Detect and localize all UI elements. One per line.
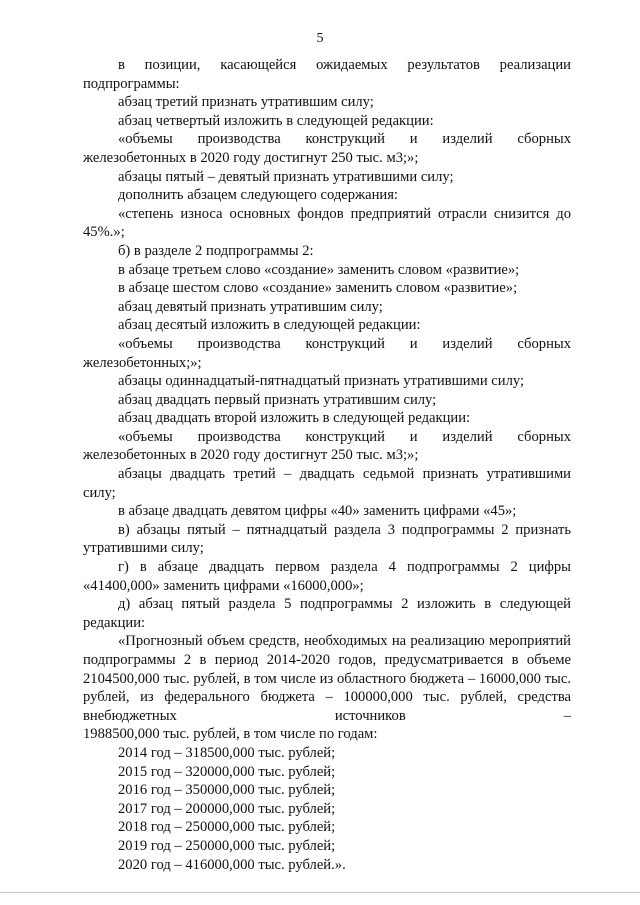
quoted-paragraph: «Прогнозный объем средств, необходимых на реализацию мероприятий подпрограммы 2 в период 2014-2020 годов, предусматривается в объеме 2104500,000 тыс. рублей, в том числе из областного бюджета – 16000,000 тыс. рублей, из федерального бюджета – 100000,000 тыс. рублей, средства внебюджетных источников – xyxy=(83,633,571,724)
page-number: 5 xyxy=(316,31,324,46)
section-item: г) в абзаце двадцать первом раздела 4 подпрограммы 2 цифры «41400,000» заменить цифрами «16000,000»; xyxy=(83,559,571,594)
section-item: в) абзацы пятый – пятнадцатый раздела 3 подпрограммы 2 признать утратившими силу; xyxy=(83,521,571,557)
year-line: 2016 год – 350000,000 тыс. рублей; xyxy=(118,782,336,799)
paragraph: абзац двадцать первый признать утратившим силу; xyxy=(118,391,437,408)
page-edge-line xyxy=(0,892,640,893)
paragraph: абзацы пятый – девятый признать утратившими силу; xyxy=(118,168,454,185)
quoted-paragraph: «степень износа основных фондов предприятий отрасли снизится до 45%.»; xyxy=(83,205,571,241)
paragraph: дополнить абзацем следующего содержания: xyxy=(118,187,398,204)
document-body xyxy=(83,56,571,874)
year-line: 2017 год – 200000,000 тыс. рублей; xyxy=(118,800,336,817)
paragraph: в абзаце двадцать девятом цифры «40» заменить цифрами «45»; xyxy=(118,503,517,520)
quoted-paragraph: «объемы производства конструкций и изделий сборных железобетонных;»; xyxy=(83,335,571,371)
section-item: б) в разделе 2 подпрограммы 2: xyxy=(118,242,314,259)
paragraph: в абзаце третьем слово «создание» заменить словом «развитие»; xyxy=(118,261,520,278)
paragraph: абзац третий признать утратившим силу; xyxy=(118,94,374,111)
paragraph: в позиции, касающейся ожидаемых результатов реализации подпрограммы: xyxy=(83,57,571,92)
quoted-paragraph: «объемы производства конструкций и изделий сборных железобетонных в 2020 году достигнут 250 тыс. м3;»; xyxy=(83,131,571,166)
paragraph: абзацы одиннадцатый-пятнадцатый признать утратившими силу; xyxy=(118,373,525,390)
paragraph: абзац четвертый изложить в следующей редакции: xyxy=(118,112,434,129)
year-line: 2019 год – 250000,000 тыс. рублей; xyxy=(118,837,336,854)
paragraph-continuation: 1988500,000 тыс. рублей, в том числе по годам: xyxy=(83,726,378,743)
paragraph: абзац девятый признать утратившим силу; xyxy=(118,298,383,315)
year-line: 2014 год – 318500,000 тыс. рублей; xyxy=(118,744,336,761)
paragraph: в абзаце шестом слово «создание» заменить словом «развитие»; xyxy=(118,280,518,297)
paragraph: абзацы двадцать третий – двадцать седьмой признать утратившими силу; xyxy=(83,466,571,501)
year-line: 2020 год – 416000,000 тыс. рублей.». xyxy=(118,856,346,873)
paragraph: абзац десятый изложить в следующей редакции: xyxy=(118,317,421,334)
paragraph: абзац двадцать второй изложить в следующей редакции: xyxy=(118,410,471,427)
year-line: 2018 год – 250000,000 тыс. рублей; xyxy=(118,819,336,836)
year-line: 2015 год – 320000,000 тыс. рублей; xyxy=(118,763,336,780)
section-item: д) абзац пятый раздела 5 подпрограммы 2 изложить в следующей редакции: xyxy=(83,596,571,631)
quoted-paragraph: «объемы производства конструкций и изделий сборных железобетонных в 2020 году достигнут 250 тыс. м3;»; xyxy=(83,428,571,464)
